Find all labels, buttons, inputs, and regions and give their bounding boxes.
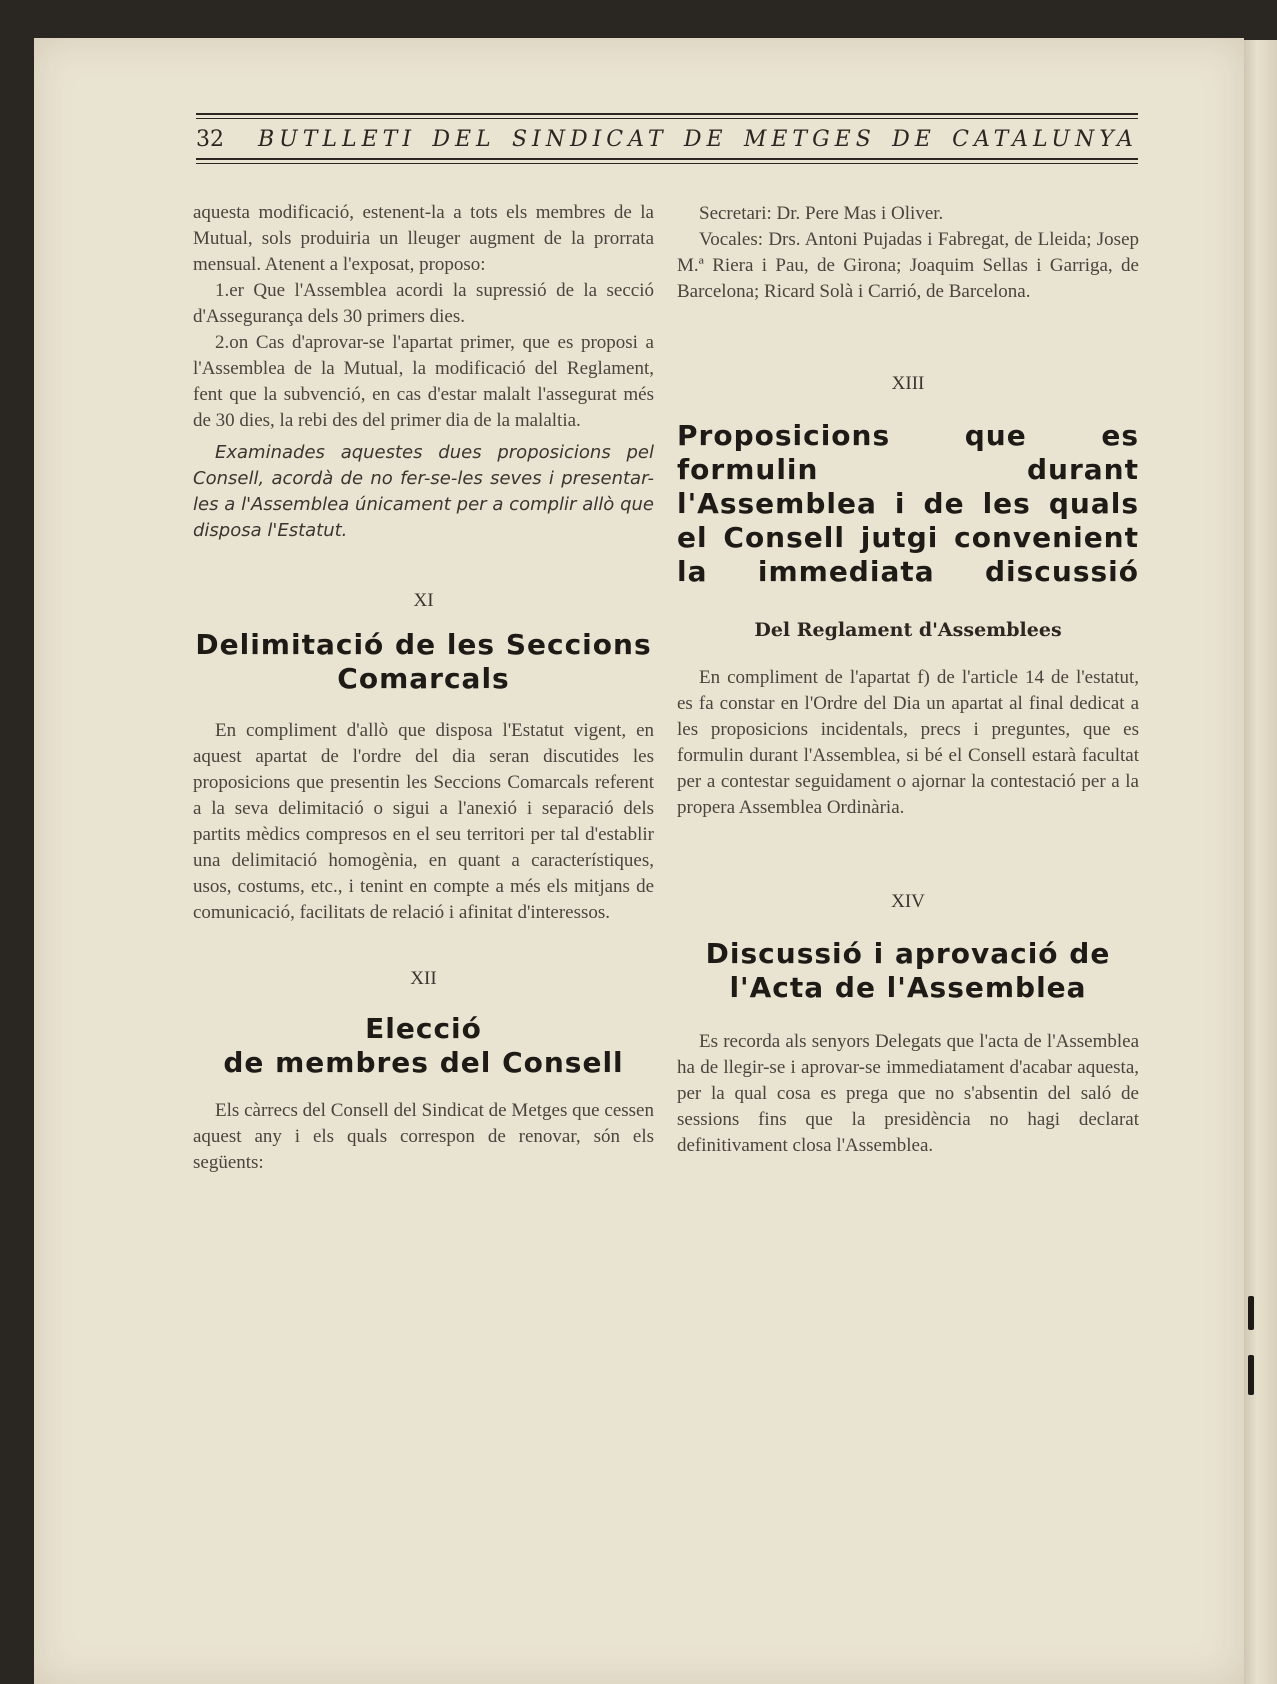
section-title: Elecció bbox=[365, 1012, 482, 1045]
section-title: Discussió i aprovació de l'Acta de l'Assemblea bbox=[705, 937, 1111, 1004]
section-number: XII bbox=[410, 968, 437, 989]
section-subtitle: Del Reglament d'Assemblees bbox=[754, 619, 1062, 641]
section-number: XIV bbox=[891, 891, 925, 912]
council-note: Examinades aquestes dues proposicions pel Consell, acordà de no fer-se-les seves i presentar-les a l'Assemblea únicament per a complir allò que disposa l'Estatut. bbox=[193, 442, 654, 541]
journal-title-word: METGES bbox=[743, 127, 876, 152]
paragraph: aquesta modificació, estenent-la a tots els membres de la Mutual, sols produiria un lleuger augment de la prorrata mensual. Atenent a l'exposat, proposo: bbox=[193, 202, 654, 275]
paragraph: 1.er Que l'Assemblea acordi la supressió de la secció d'Assegurança dels 30 primers dies. bbox=[193, 280, 654, 327]
paragraph: Els càrrecs del Consell del Sindicat de Metges que cessen aquest any i els quals correspon de renovar, són els següents: bbox=[193, 1100, 654, 1173]
header-rule-bottom-thin bbox=[196, 163, 1138, 164]
section-number: XI bbox=[413, 590, 434, 611]
margin-mark bbox=[1248, 1355, 1254, 1395]
section-title-line-2: de membres del Consell bbox=[223, 1046, 624, 1079]
right-column bbox=[677, 201, 1139, 1159]
journal-title-word: DEL bbox=[432, 127, 496, 152]
header-rule-top bbox=[196, 113, 1138, 115]
next-page-edge bbox=[1244, 40, 1277, 1684]
section-number: XIII bbox=[891, 373, 925, 394]
journal-title-word: BUTLLETI bbox=[258, 127, 417, 152]
paragraph: Vocales: Drs. Antoni Pujadas i Fabregat, de Lleida; Josep M.ª Riera i Pau, de Girona; Joaquim Sellas i Garriga, de Barcelona; Ricard Solà i Carrió, de Barcelona. bbox=[677, 229, 1139, 302]
left-column bbox=[193, 200, 654, 1176]
section-title: Proposicions que es formulin durant l'Assemblea i de les quals el Consell jutgi convenient la immediata discussió bbox=[677, 419, 1139, 588]
page-number: 32 bbox=[196, 127, 224, 152]
paragraph: En compliment de l'apartat f) de l'article 14 de l'estatut, es fa constar en l'Ordre del Dia un apartat al final dedicat a les proposicions incidentals, precs i preguntes, que es formulin durant l'Assemblea, si bé el Consell estarà facultat per a contestar seguidament o ajornar la contestació per a la propera Assemblea Ordinària. bbox=[677, 667, 1139, 818]
paragraph: Es recorda als senyors Delegats que l'acta de l'Assemblea ha de llegir-se i aprovar-se immediatament d'acabar aquesta, per la qual cosa es prega que no s'absentin del saló de sessions fins que la presidència no hagi declarat definitivament closa l'Assemblea. bbox=[677, 1031, 1139, 1156]
journal-title-word: CATALUNYA bbox=[952, 127, 1138, 152]
paragraph: En compliment d'allò que disposa l'Estatut vigent, en aquest apartat de l'ordre del dia seran discutides les proposicions que presentin les Seccions Comarcals referent a la seva delimitació o sigui a l'anexió i separació dels partits mèdics compresos en el seu territori per tal d'establir una delimitació homogènia, en quant a característiques, usos, costums, etc., i tenint en compte a més els mitjans de comunicació, facilitats de relació i afinitat d'interessos. bbox=[193, 720, 654, 923]
section-title: Delimitació de les Seccions Comarcals bbox=[195, 628, 652, 695]
journal-title-word: DE bbox=[683, 127, 728, 152]
header-rule-bottom bbox=[196, 158, 1138, 160]
paragraph: Secretari: Dr. Pere Mas i Oliver. bbox=[699, 203, 944, 224]
journal-title-word: SINDICAT bbox=[511, 127, 668, 152]
margin-mark bbox=[1248, 1296, 1254, 1330]
running-header bbox=[196, 113, 1138, 164]
journal-title-word: DE bbox=[892, 127, 936, 152]
journal-title bbox=[258, 127, 1138, 152]
paragraph: 2.on Cas d'aprovar-se l'apartat primer, que es proposi a l'Assemblea de la Mutual, la modificació del Reglament, fent que la subvenció, en cas d'estar malalt l'assegurat més de 30 dies, la rebi des del primer dia de la malaltia. bbox=[193, 332, 654, 431]
